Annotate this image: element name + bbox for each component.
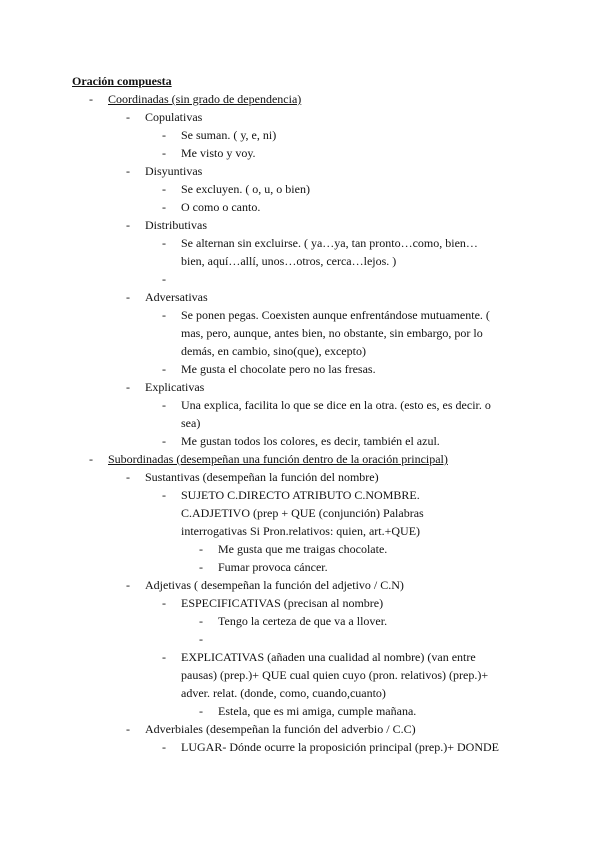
bullet-dash: - [126,578,130,592]
list-item-definition [162,180,499,198]
list-item-empty [162,270,499,288]
example-text: Me gusta el chocolate pero no las fresas. [181,362,376,376]
example-text: Me visto y voy. [181,146,256,160]
bullet-dash: - [126,380,130,394]
list-item-example [199,702,518,720]
label-explicativas-adj: EXPLICATIVAS (añaden una cualidad al nombre) (van entre pausas) (prep.)+ QUE cual quien cuyo (pron. relativos) (prep.)+ adver. relat. (donde, como, cuando,cuanto) [181,650,489,700]
label-explicativas: Explicativas [145,380,205,394]
definition-text: LUGAR- Dónde ocurre la proposición principal (prep.)+ DONDE [181,740,500,754]
bullet-dash: - [162,128,166,142]
bullet-dash: - [162,146,166,160]
list-item-example [162,198,499,216]
bullet-dash: - [162,740,166,754]
list-item-example [199,558,518,576]
bullet-dash: - [162,272,166,286]
list-item-example [162,144,499,162]
list-item-distributivas [126,216,530,234]
list-item-adversativas [126,288,530,306]
bullet-dash: - [199,704,203,718]
example-text: Me gusta que me traigas chocolate. [218,542,388,556]
bullet-dash: - [162,398,166,412]
bullet-dash: - [126,110,130,124]
label-adversativas: Adversativas [145,290,208,304]
bullet-dash: - [126,470,130,484]
definition-text: SUJETO C.DIRECTO ATRIBUTO C.NOMBRE. C.ADJETIVO (prep + QUE (conjunción) Palabras interrogativas Si Pron.relativos: quien, art.+QUE) [181,488,424,538]
bullet-dash: - [162,650,166,664]
list-item-definition [162,486,471,540]
bullet-dash: - [199,560,203,574]
list-item-definition [162,306,499,360]
example-text: O como o canto. [181,200,261,214]
list-item-copulativas [126,108,530,126]
example-text: Me gustan todos los colores, es decir, también el azul. [181,434,440,448]
bullet-dash: - [162,362,166,376]
list-item-definition [162,396,499,432]
list-item-example [199,612,518,630]
bullet-dash: - [199,632,203,646]
label-sustantivas: Sustantivas (desempeñan la función del nombre) [145,470,379,484]
list-item-example [162,432,499,450]
label-disyuntivas: Disyuntivas [145,164,203,178]
example-text: Estela, que es mi amiga, cumple mañana. [218,704,417,718]
bullet-dash: - [126,722,130,736]
definition-text: Se ponen pegas. Coexisten aunque enfrentándose mutuamente. ( mas, pero, aunque, antes bien, no obstante, sin embargo, por lo demás, en cambio, sino(que), excepto) [181,308,490,358]
bullet-dash: - [126,218,130,232]
bullet-dash: - [162,488,166,502]
list-item-coordinadas [89,90,528,108]
list-item-subordinadas [89,450,528,468]
label-distributivas: Distributivas [145,218,207,232]
bullet-dash: - [199,614,203,628]
list-item-example [199,540,518,558]
list-item-adverbiales [126,720,530,738]
list-item-adjetivas [126,576,530,594]
bullet-dash: - [126,164,130,178]
heading-subordinadas: Subordinadas (desempeñan una función dentro de la oración principal) [108,452,448,466]
list-item-especificativas [162,594,499,612]
bullet-dash: - [199,542,203,556]
bullet-dash: - [162,236,166,250]
label-especificativas: ESPECIFICATIVAS (precisan al nombre) [181,596,384,610]
bullet-dash: - [162,200,166,214]
example-text: Fumar provoca cáncer. [218,560,328,574]
heading-coordinadas: Coordinadas (sin grado de dependencia) [108,92,302,106]
list-item-explicativas [126,378,530,396]
list-item-explicativas-adj [162,648,499,702]
label-adjetivas: Adjetivas ( desempeñan la función del adjetivo / C.N) [145,578,404,592]
definition-text: Una explica, facilita lo que se dice en la otra. (esto es, es decir. o sea) [181,398,491,430]
bullet-dash: - [162,308,166,322]
list-item-example [162,360,499,378]
bullet-dash: - [89,92,93,106]
bullet-dash: - [89,452,93,466]
bullet-dash: - [162,596,166,610]
bullet-dash: - [162,434,166,448]
list-item-definition [162,234,499,270]
definition-text: Se suman. ( y, e, ni) [181,128,277,142]
label-adverbiales: Adverbiales (desempeñan la función del adverbio / C.C) [145,722,416,736]
list-item-disyuntivas [126,162,530,180]
bullet-dash: - [126,290,130,304]
document-title: Oración compuesta [72,74,172,88]
list-item-lugar [162,738,499,756]
label-copulativas: Copulativas [145,110,203,124]
list-item-sustantivas [126,468,530,486]
list-item-definition [162,126,499,144]
definition-text: Se alternan sin excluirse. ( ya…ya, tan pronto…como, bien…bien, aquí…allí, unos…otros, cerca…lejos. ) [181,236,478,268]
list-item-empty [199,630,518,648]
bullet-dash: - [162,182,166,196]
example-text: Tengo la certeza de que va a llover. [218,614,388,628]
definition-text: Se excluyen. ( o, u, o bien) [181,182,310,196]
